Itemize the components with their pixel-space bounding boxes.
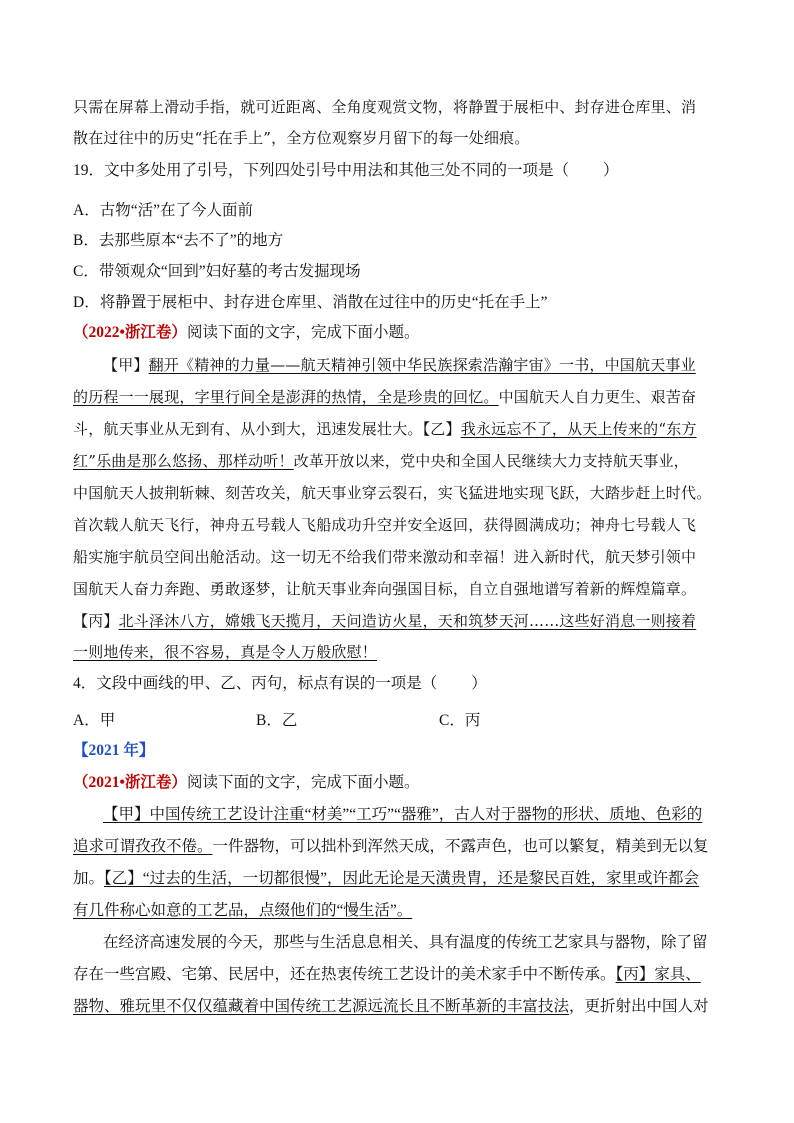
plain-text: 中国航天人自力更生、艰苦奋 bbox=[498, 388, 697, 406]
underlined-yi-2: 有几件称心如意的工艺品，点缀他们的“慢生活”。 bbox=[73, 902, 413, 919]
question-4-option-a: A．甲 bbox=[73, 712, 116, 729]
plain-text: 斗，航天事业从无到有、从小到大，迅速发展壮大。 bbox=[73, 420, 423, 438]
passage-2022-line-3 bbox=[73, 418, 723, 440]
passage-2021-line-5: 在经济高速发展的今天，那些与生活息息相关、具有温度的传统工艺家具与器物，除了留 bbox=[103, 934, 708, 951]
underlined-text: 家具、 bbox=[654, 966, 701, 983]
underlined-jia-1 bbox=[103, 806, 702, 823]
passage-2022-line-10 bbox=[73, 641, 723, 663]
question-4-stem bbox=[73, 673, 723, 695]
question-4-option-b: B．乙 bbox=[256, 712, 298, 729]
underlined-bing-1: 北斗泽沐八方，嫦娥飞天揽月，天问造访火星，天和筑梦天河……这些好消息一则接着 bbox=[118, 612, 697, 630]
passage-2021-line-7 bbox=[73, 996, 723, 1018]
passage-2022-line-7: 船实施宇航员空间出舱活动。这一切无不给我们带来激动和幸福！进入新时代，航天梦引领中 bbox=[73, 548, 697, 566]
underlined-text: 中国传统工艺设计注重“材美”“工巧”“器雅”，古人对于器物的形状、质地、色彩的 bbox=[149, 806, 703, 823]
intro-line-2: 散在过往中的历史“托在手上”，全方位观察岁月留下的每一处细痕。 bbox=[73, 129, 530, 147]
mark-yi: 【乙】 bbox=[104, 870, 143, 887]
question-19-option-b: B．去那些原本“去不了”的地方 bbox=[73, 232, 284, 249]
passage-2022-line-2 bbox=[73, 386, 723, 408]
passage-2022-line-5: 中国航天人披荆斩棘、刻苦攻关，航天事业穿云裂石，实飞猛进地实现飞跃，大踏步赶上时代。 bbox=[73, 484, 712, 502]
passage-2022-line-1 bbox=[73, 354, 753, 376]
plain-text: 一件器物，可以拙朴到浑然天成，不露声色，也可以繁复，精美到无以复 bbox=[212, 838, 709, 855]
question-19-option-d: D．将静置于展柜中、封存进仓库里、消散在过往中的历史“托在手上” bbox=[73, 294, 548, 311]
passage-2022-line-9 bbox=[73, 610, 723, 632]
passage-2022-line-6: 首次载人航天飞行，神舟五号载人飞船成功升空并安全返回，获得圆满成功；神舟七号载人飞 bbox=[73, 516, 697, 534]
source-2022-instruction: 阅读下面的文字，完成下面小题。 bbox=[186, 324, 420, 341]
underlined-jia-1: 翻开《精神的力量——航天精神引领中华民族探索浩瀚宇宙》一书，中国航天事业 bbox=[148, 356, 696, 374]
mark-bing: 【丙】 bbox=[615, 966, 655, 983]
plain-text: 存在一些宫殿、宅第、民居中，还在热衷传统工艺设计的美术家手中不断传承。 bbox=[73, 966, 616, 983]
passage-2022-line-4 bbox=[73, 450, 723, 472]
plain-text: 加。 bbox=[73, 870, 105, 887]
underlined-yi-1: 我永远忘不了，从天上传来的“东方 bbox=[460, 420, 697, 438]
year-2021-header: 【2021 年】 bbox=[73, 742, 155, 759]
source-2022 bbox=[73, 322, 723, 344]
mark-yi: 【乙】 bbox=[422, 420, 461, 438]
mark-jia: 【甲】 bbox=[103, 356, 149, 374]
passage-2021-line-2 bbox=[73, 836, 723, 858]
question-19-close: ） bbox=[603, 162, 619, 179]
mark-bing: 【丙】 bbox=[73, 612, 119, 630]
passage-2021-line-4 bbox=[73, 900, 723, 922]
source-2021-instruction: 阅读下面的文字，完成下面小题。 bbox=[186, 774, 420, 791]
source-2022-tag: （2022•浙江卷） bbox=[73, 324, 187, 341]
question-19-option-c: C．带领观众“回到”妇好墓的考古发掘现场 bbox=[73, 263, 361, 280]
passage-2022-line-8: 国航天人奋力奔跑、勇敢逐梦，让航天事业奔向强国目标，自立自强地谱写着新的辉煌篇章。 bbox=[73, 580, 697, 598]
plain-text: ，更折射出中国人对 bbox=[569, 998, 709, 1015]
question-4-option-c: C．丙 bbox=[439, 712, 481, 729]
underlined-bing-1 bbox=[616, 966, 701, 983]
underlined-text: “过去的生活，一切都很慢”，因此无论是天潢贵胄，还是黎民百姓，家里或许都会 bbox=[142, 870, 700, 887]
question-4-text: 4．文段中画线的甲、乙、丙句，标点有误的一项是（ bbox=[73, 675, 438, 692]
underlined-jia-2: 追求可谓孜孜不倦。 bbox=[73, 838, 213, 855]
underlined-yi-1 bbox=[104, 870, 699, 887]
passage-2021-line-3 bbox=[73, 868, 723, 890]
mark-jia: 【甲】 bbox=[103, 806, 150, 823]
underlined-bing-2: 一则地传来，很不容易，真是令人万般欣慰！ bbox=[73, 643, 378, 661]
source-2021-tag: （2021•浙江卷） bbox=[73, 774, 187, 791]
question-19-text: 19．文中多处用了引号，下列四处引号中用法和其他三处不同的一项是（ bbox=[73, 162, 570, 179]
question-19-stem bbox=[73, 160, 723, 182]
question-4-close: ） bbox=[471, 675, 487, 692]
plain-text: 改革开放以来，党中央和全国人民继续大力支持航天事业， bbox=[293, 452, 689, 470]
underlined-bing-2: 器物、雅玩里不仅仅蕴藏着中国传统工艺源远流长且不断革新的丰富技法 bbox=[73, 998, 570, 1015]
passage-2021-line-6 bbox=[73, 964, 723, 986]
question-19-option-a: A．古物“活”在了今人面前 bbox=[73, 202, 253, 219]
passage-2021-line-1 bbox=[73, 804, 753, 826]
underlined-jia-2: 的历程一一展现，字里行间全是澎湃的热情，全是珍贵的回忆。 bbox=[73, 388, 499, 406]
intro-line-1: 只需在屏幕上滑动手指，就可近距离、全角度观赏文物，将静置于展柜中、封存进仓库里、消 bbox=[73, 98, 697, 116]
source-2021 bbox=[73, 772, 723, 794]
underlined-yi-2: 红”乐曲是那么悠扬、那样动听！ bbox=[73, 452, 294, 470]
